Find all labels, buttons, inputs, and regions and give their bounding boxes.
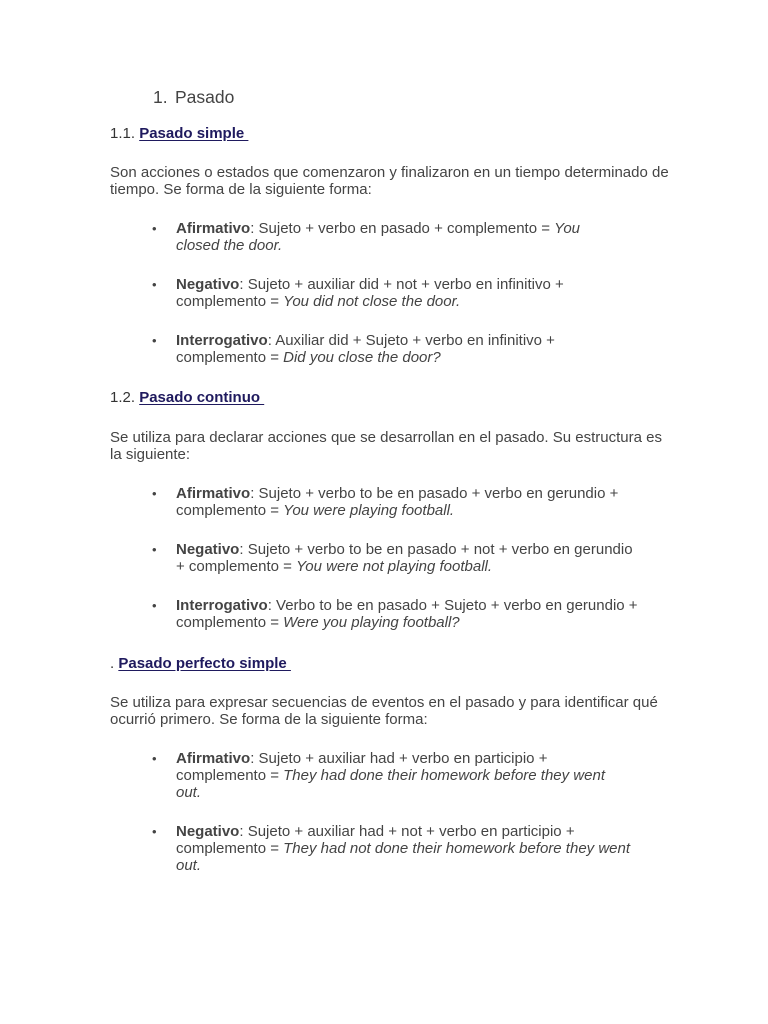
bullet-icon: • <box>152 333 157 348</box>
pasado-simple-link[interactable]: Pasado simple <box>139 125 249 142</box>
rule-label: Afirmativo <box>176 485 251 502</box>
rule-label: Negativo <box>176 276 240 293</box>
bullet-icon: • <box>152 221 157 236</box>
list-item <box>150 597 640 631</box>
list-item <box>150 541 640 575</box>
rule-example: You were playing football. <box>283 502 455 519</box>
bullet-icon: • <box>152 486 157 501</box>
section-number: 1.1. <box>110 125 140 142</box>
rule-example: They had done their homework before they went out. <box>176 767 605 801</box>
bullet-icon: • <box>152 542 157 557</box>
rule-example: You were not playing football. <box>296 558 493 575</box>
list-item <box>150 485 640 519</box>
section-number: 1.2. <box>110 389 140 406</box>
rule-list <box>150 485 640 631</box>
section-intro: Se utiliza para expresar secuencias de eventos en el pasado y para identificar qué ocurrió primero. Se forma de la siguiente forma: <box>110 694 658 728</box>
heading-number: 1. <box>153 87 168 107</box>
pasado-perfecto-simple-link[interactable]: Pasado perfecto simple <box>118 655 291 672</box>
rule-example: You closed the door. <box>176 220 581 254</box>
rule-formula: : Sujeto + auxiliar did + not + verbo en infinitivo + complemento = <box>176 276 564 310</box>
section-heading-pasado-perfecto-simple <box>110 655 291 672</box>
bullet-icon: • <box>152 277 157 292</box>
page-title <box>153 87 234 107</box>
list-item <box>150 276 610 310</box>
rule-label: Interrogativo <box>176 332 268 349</box>
list-item <box>150 220 610 254</box>
list-item <box>150 823 630 874</box>
rule-label: Afirmativo <box>176 750 251 767</box>
rule-formula: : Sujeto + verbo to be en pasado + not + verbo en gerundio + complemento = <box>176 541 633 575</box>
section-number: . <box>110 655 119 672</box>
section-heading-pasado-continuo <box>110 389 264 406</box>
section-intro: Se utiliza para declarar acciones que se desarrollan en el pasado. Su estructura es la siguiente: <box>110 429 662 463</box>
rule-label: Negativo <box>176 823 240 840</box>
section-heading-pasado-simple <box>110 125 248 142</box>
rule-label: Negativo <box>176 541 240 558</box>
rule-formula: : Sujeto + verbo to be en pasado + verbo en gerundio + complemento = <box>176 485 619 519</box>
rule-formula: : Auxiliar did + Sujeto + verbo en infinitivo + complemento = <box>176 332 555 366</box>
rule-list <box>150 750 630 874</box>
rule-example: They had not done their homework before they went out. <box>176 840 631 874</box>
rule-list <box>150 220 610 366</box>
heading-text: Pasado <box>175 87 235 107</box>
rule-example: You did not close the door. <box>283 293 461 310</box>
rule-formula: : Sujeto + verbo en pasado + complemento = <box>250 220 555 237</box>
bullet-icon: • <box>152 598 157 613</box>
pasado-continuo-link[interactable]: Pasado continuo <box>139 389 265 406</box>
rule-formula: : Sujeto + auxiliar had + verbo en participio + complemento = <box>176 750 548 784</box>
rule-formula: : Sujeto + auxiliar had + not + verbo en participio + complemento = <box>176 823 575 857</box>
rule-label: Afirmativo <box>176 220 251 237</box>
section-intro: Son acciones o estados que comenzaron y finalizaron en un tiempo determinado de tiempo. Se forma de la siguiente forma: <box>110 164 669 198</box>
rule-example: Did you close the door? <box>283 349 441 366</box>
list-item <box>150 332 610 366</box>
rule-example: Were you playing football? <box>283 614 460 631</box>
list-item <box>150 750 630 801</box>
rule-formula: : Verbo to be en pasado + Sujeto + verbo en gerundio + complemento = <box>176 597 638 631</box>
rule-label: Interrogativo <box>176 597 268 614</box>
bullet-icon: • <box>152 824 157 839</box>
bullet-icon: • <box>152 751 157 766</box>
